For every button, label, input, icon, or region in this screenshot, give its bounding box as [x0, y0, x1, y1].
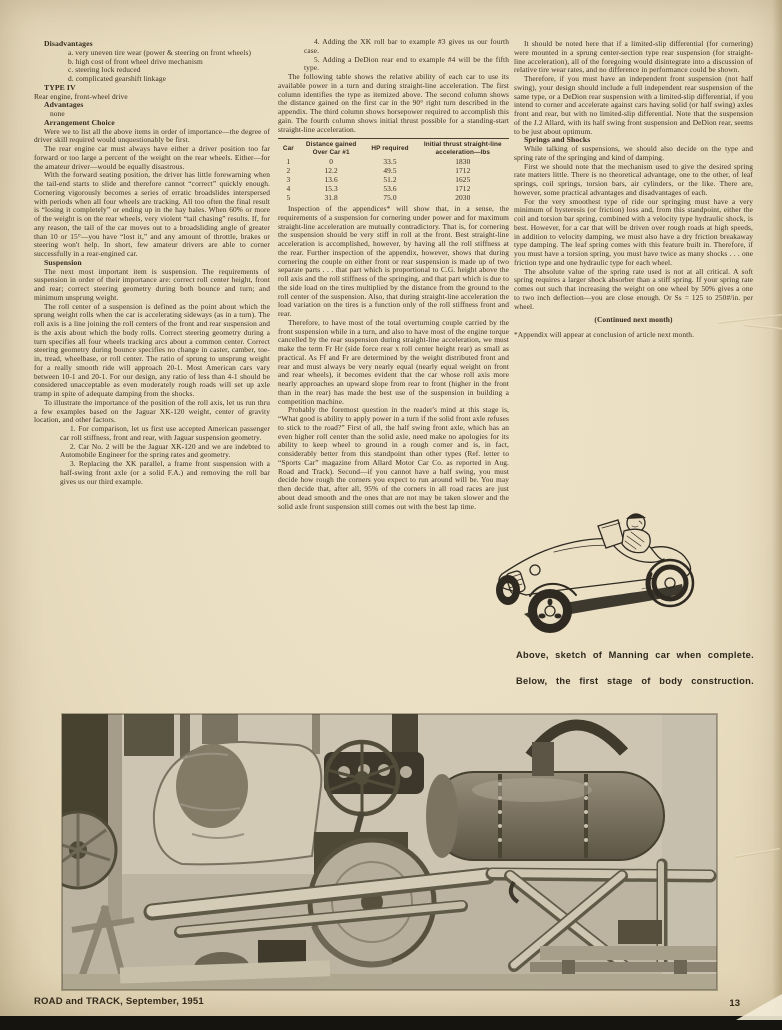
body-paragraph: Therefore, to have most of the total overturning couple carried by the front suspension while in a turn, and also to have most of the engine torque cancelled by the rear suspension during straight-line acceleration, we must make the term Fr Hr (side force rear x roll center height rear) as small as practical. As Ff and Fr are determined by the weight distributed front and rear and must always be very nearly equal (nearly equal weight on front and rear wheels), it becomes evident that the car whose roll axis more nearly approaches an upward slope from rear to front (higher in the front than in the rear) has made the best use of the suspension in building a competition machine.: [278, 317, 509, 406]
table-cell: 49.5: [383, 166, 397, 176]
page-number: 13: [729, 998, 740, 1009]
table-row: [278, 157, 509, 166]
disadvantage-item: d. complicated gearshift linkage: [68, 74, 167, 83]
continued-next-month-note: (Continued next month): [594, 315, 673, 325]
driver: [622, 514, 650, 553]
right-column: [514, 40, 753, 340]
table-row: [278, 193, 509, 202]
springs-and-shocks-heading: Springs and Shocks: [524, 135, 591, 145]
body-paragraph: Probably the foremost question in the reader's mind at this stage is, “What good is ability to apply power in a turn if the solid front axle refuses to stick to the road?” First of all, the half swing front axle, which has an even higher roll center than the solid axle, need make no apologies for its ability to keep wheel to ground in a rough corner and is, in fact, considerably better from this standpoint than other types (Ref. letter to “Sports Car” magazine from Allard Motor Car Co. as reported in Aug. Road and Track). Second—if you cannot have a half swing, you must decide how rough the corners you expect to run around will be. You may then decide that, after all, 95% of the corners in all road races are just about dead smooth and the ones that are not may be taken slower and the solid axle front suspension still comes out with the best lap time.: [278, 405, 509, 511]
magazine-footer: ROAD and TRACK, September, 1951: [34, 996, 204, 1007]
advantages-value: none: [50, 109, 65, 118]
body-paragraph: Therefore, if you must have an independent front suspension (not half swing), your design should include a full independent rear suspension of the same type, or a DeDion rear suspension with a limited-slip differential, if you intend to corner and accelerate against cars having solid (or half swing) axles front and rear, but with no limited-slip differential. Note that the suspension of the J.2 Allard, with its half swing front suspension and DeDion rear, seems to be just about optimum.: [514, 74, 753, 136]
comparison-table: [278, 138, 509, 202]
table-cell: 51.2: [383, 175, 397, 185]
table-row: [278, 184, 509, 193]
body-paragraph: While talking of suspensions, we should also decide on the type and spring rate of the springing and kind of damping.: [514, 144, 753, 162]
body-paragraph: For the very smoothest type of ride our springing must have a very minimum of hysteresis (or friction) loss and, from this standpoint, either the coil and torsion bar spring, combined with a velocity type hydraulic shock, is best. However, for a car that will be driven over rough roads at high speeds, in addition to velocity damping, we must also have a dry friction breakaway type damping. The leaf spring comes with this feature built in. Therefore, if you must have a torsion spring, you must have twice as many shocks . . . one friction type and one hydraulic type for each wheel.: [514, 196, 753, 267]
example-item: 2. Car No. 2 will be the Jaguar XK-120 and we are indebted to Automobile Engineer for the spring rates and geometry.: [60, 441, 270, 460]
body-paragraph: The following table shows the relative ability of each car to use its available power in a turn and during straight-line acceleration. The first column identifies the type as itemized above. The second column shows the distance gained on the first car in the 90° right turn described in the appendix. The third column shows horsepower required to accomplish this gain. The fourth column shows initial thrust possible for a standing-start straight-line acceleration.: [278, 72, 509, 134]
workshop-scene: [62, 714, 717, 990]
table-cell: 1625: [455, 175, 471, 185]
table-row: [278, 166, 509, 175]
disadvantage-item: b. high cost of front wheel drive mechanism: [68, 56, 203, 66]
car-cowl: [154, 742, 321, 864]
caption-above: Above, sketch of Manning car when complete.: [516, 650, 754, 660]
table-cell: 1712: [455, 184, 471, 194]
page-corner-fold: [736, 994, 782, 1020]
table-cell: 75.0: [383, 193, 397, 203]
caption-below: Below, the first stage of body construction.: [516, 676, 754, 686]
table-cell: 1830: [455, 157, 471, 167]
body-paragraph: To illustrate the importance of the position of the roll axis, let us run thru a few examples based on the Jaguar XK-120 weight, center of gravity location, and other factors.: [34, 397, 270, 425]
table-cell: 2030: [455, 193, 471, 203]
arrangement-choice-heading: Arrangement Choice: [44, 117, 115, 127]
page-edge-shading: [772, 0, 782, 1016]
table-cell: 15.3: [324, 184, 338, 194]
disadvantages-heading: Disadvantages: [44, 39, 93, 48]
body-construction-photo: [62, 714, 717, 990]
appendix-footnote: *Appendix will appear at conclusion of article next month.: [514, 330, 695, 339]
body-paragraph: First we should note that the mechanism used to give the desired spring rate matters little. There is no theoretical advantage, one to the other, of leaf springs, coil springs, torsion bars, air cylinders, or the like. There are, however, some practical advantages and disadvantages of each.: [514, 161, 753, 197]
example-item: 4. Adding the XK roll bar to example #3 gives us our fourth case.: [304, 37, 509, 55]
table-cell: 12.2: [324, 166, 338, 176]
column-header: Distance gained Over Car #1: [305, 141, 357, 156]
body-paragraph: The rear engine car must always have either a driver position too far forward or too large a percent of the weight on the rear wheels. Either—for the amateur driver—would be equally disastrous.: [34, 144, 270, 171]
windshield: [598, 520, 624, 548]
suspension-heading: Suspension: [44, 257, 82, 267]
column-header: HP required: [371, 144, 409, 152]
body-paragraph: The absolute value of the spring rate used is not at all critical. A soft spring requires a larger shock absorber than a stiff spring. If your spring rate comes out such that increasing the weight on one wheel by 50% gives a one to two inch deflection—you are close enough. Or Ss = 125 to 250#/in. per wheel.: [514, 266, 753, 311]
table-cell: 31.8: [324, 193, 338, 203]
table-cell: 0: [329, 157, 334, 167]
middle-column: [278, 38, 509, 511]
disadvantage-item: a. very uneven tire wear (power & steering on front wheels): [68, 47, 252, 57]
left-column: [34, 40, 270, 486]
example-item: 1. For comparison, let us first use accepted American passenger car roll stiffness, front and rear, with Jaguar suspension geometry.: [60, 424, 270, 442]
example-item: 3. Replacing the XK parallel, a frame front suspension with a half-swing front axle (or a solid F.A.) and removing the roll bar gives us our third example.: [60, 459, 270, 486]
example-item: 5. Adding a DeDion rear end to example #4 will be the fifth type.: [304, 54, 509, 73]
body-paragraph: With the forward seating position, the driver has little forewarning when the tail-end starts to slide and therefore cannot “correct” quickly enough. Cornering vigorously becomes a series of erratic broadslides interspersed with periods when all four wheels are tracking. All too often the final result is “losing it completely” or ending up in the hay bales. When 60% or more of the weight is on the rear wheels, very violent “tail chasing” results. If, for any reason, the tail of the car moves out to a broadsliding angle of greater than 10 or 15°—you have “lost it,” and any amount of throttle, brakes or steering won't help. In short, few amateur drivers are able to corner successfully in a rear-engined car.: [34, 170, 270, 258]
body-paragraph: The next most important item is suspension. The requirements of suspension in order of their importance are: correct roll center height, front and rear; correct steering geometry during both bounce and turn; and minimum unsprung weight.: [34, 266, 270, 302]
front-wheel: [528, 589, 572, 633]
table-row: [278, 175, 509, 184]
type-iv-heading: TYPE IV: [44, 82, 76, 92]
body-paragraph: Were we to list all the above items in order of importance—the degree of driver skill required would unquestionably be first.: [34, 126, 270, 145]
table-cell: 5: [286, 193, 291, 203]
table-cell: 4: [286, 184, 291, 194]
body-paragraph: Inspection of the appendices* will show that, in a sense, the requirements of a suspension for cornering under power and for maximum straight-line acceleration are mutually contradictory. That is, for cornering the suspension should be very stiff in roll at the front. Best straight-line acceleration is accomplished, however, by having all the roll stiffness at the rear. Further inspection of the appendix, however, shows that during cornering the couple on either front or rear suspension is made up of two separate parts . . . that part which is proportional to C.G. height above the roll axis and the roll stiffness of the springing, and that part which is due to the side load on the tires multiplied by the distance from the ground to the roll center of the suspension. Also, that during straight-line acceleration the load variation on the tires is a function only of the roll stiffness front and rear.: [278, 204, 509, 319]
car-line-drawing: [494, 496, 706, 646]
table-cell: 53.6: [383, 184, 397, 194]
filler-neck: [532, 742, 554, 776]
manning-car-sketch: [494, 496, 706, 646]
type-iv-subtitle: Rear engine, front-wheel drive: [34, 91, 128, 101]
table-cell: 2: [286, 166, 291, 176]
column-header: Car: [282, 144, 294, 152]
body-paragraph: The roll center of a suspension is defined as the point about which the sprung weight rolls when the car is accelerating sideways (as in a turn). The roll axis is a line joining the roll centers of the front and rear suspension and is the axis about which the body rolls. Correct steering geometry during a turn specifies all four wheels tracking arcs about a common center. Correct steering geometry during bounce specifies no change in caster, camber, toe-in, tread, wheelbase, or roll center. The ratio of sprung to unsprung weight for a really smooth ride will approach 20-1. Most American cars vary between 10-1 and 20-1. For our design, any ratio of less than 4-1 should be considered unacceptable as even moderately rough roads will set up axle tramp in spite of adequate damping from the shocks.: [34, 301, 270, 398]
table-cell: 3: [286, 175, 291, 185]
advantages-heading: Advantages: [44, 100, 84, 110]
column-header: Initial thrust straight-line acceleration—lbs: [423, 141, 502, 156]
disadvantage-item: c. steering lock reduced: [68, 65, 141, 75]
rear-wheel: [647, 560, 693, 606]
table-cell: 1712: [455, 166, 471, 176]
table-cell: 1: [286, 157, 291, 167]
table-header-row: [278, 139, 509, 157]
table-cell: 13.6: [324, 175, 338, 185]
disc-wheel: [310, 840, 434, 965]
body-paragraph: It should be noted here that if a limited-slip differential (for cornering) were mounted in a sprung center-section type rear suspension (for straight-line acceleration), all of the foregoing would disintegrate into a discussion of relative tire wear rates, and no difference in performance could be shown.: [514, 39, 753, 75]
table-cell: 33.5: [383, 157, 397, 167]
